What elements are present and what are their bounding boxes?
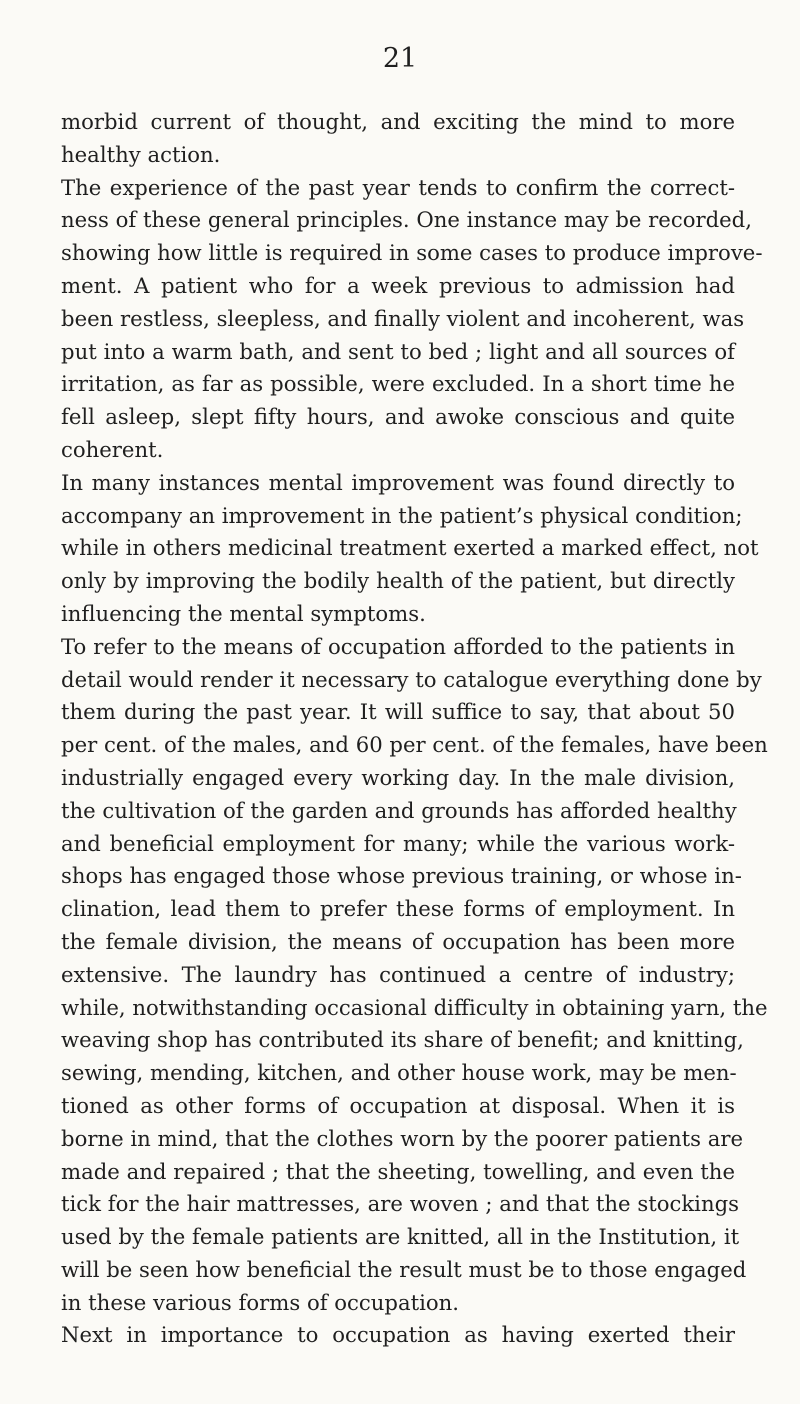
text-line: borne in mind, that the clothes worn by the poorer patients are xyxy=(61,1125,744,1151)
text-line: industrially engaged every working day. In the male division, xyxy=(61,764,735,790)
text-line: irritation, as far as possible, were excluded. In a short time he xyxy=(61,371,735,397)
text-line: tioned as other forms of occupation at disposal. When it is xyxy=(61,1092,735,1118)
text-line: ment. A patient who for a week previous to admission had xyxy=(61,272,735,298)
text-line: morbid current of thought, and exciting the mind to more xyxy=(61,109,735,134)
text-line: the cultivation of the garden and grounds has afforded healthy xyxy=(61,797,737,823)
text-line: made and repaired ; that the sheeting, towelling, and even the xyxy=(61,1158,735,1184)
text-line: The experience of the past year tends to confirm the correct- xyxy=(61,174,735,200)
page-number: 21 xyxy=(382,43,418,74)
text-line: only by improving the bodily health of the patient, but directly xyxy=(61,568,735,594)
text-line: Next in importance to occupation as having exerted their xyxy=(61,1322,735,1348)
text-line: accompany an improvement in the patient’s physical condition; xyxy=(61,502,743,528)
text-line: detail would render it necessary to catalogue everything done by xyxy=(61,666,762,692)
text-line: and beneficial employment for many; while the various work- xyxy=(61,830,735,856)
text-line: put into a warm bath, and sent to bed ; light and all sources of xyxy=(61,338,735,364)
text-line: clination, lead them to prefer these forms of employment. In xyxy=(61,896,735,922)
text-line: extensive. The laundry has continued a centre of industry; xyxy=(61,961,735,987)
text-line: To refer to the means of occupation afforded to the patients in xyxy=(61,633,735,659)
text-line: healthy action. xyxy=(61,141,221,167)
text-line: showing how little is required in some cases to produce improve- xyxy=(61,240,763,266)
text-line: been restless, sleepless, and finally violent and incoherent, was xyxy=(61,305,745,331)
text-line: sewing, mending, kitchen, and other house work, may be men- xyxy=(61,1060,737,1086)
text-line: fell asleep, slept fifty hours, and awoke conscious and quite xyxy=(61,404,735,430)
text-line: tick for the hair mattresses, are woven ; and that the stockings xyxy=(61,1191,740,1217)
text-line: weaving shop has contributed its share of benefit; and knitting, xyxy=(61,1027,744,1053)
text-line: in these various forms of occupation. xyxy=(61,1289,460,1315)
text-line: while, notwithstanding occasional difficulty in obtaining yarn, the xyxy=(61,994,768,1020)
text-line: influencing the mental symptoms. xyxy=(61,600,426,626)
text-line: per cent. of the males, and 60 per cent. of the females, have been xyxy=(61,732,768,758)
text-line: used by the female patients are knitted, all in the Institution, it xyxy=(61,1224,740,1250)
body-text xyxy=(61,106,768,1352)
text-line: In many instances mental improvement was found directly to xyxy=(61,469,735,495)
text-line: ness of these general principles. One instance may be recorded, xyxy=(61,207,752,233)
text-line: shops has engaged those whose previous training, or whose in- xyxy=(61,863,742,889)
text-line: the female division, the means of occupation has been more xyxy=(61,928,735,954)
text-line: will be seen how beneficial the result must be to those engaged xyxy=(61,1256,747,1282)
text-line: coherent. xyxy=(61,436,164,462)
text-line: while in others medicinal treatment exerted a marked effect, not xyxy=(61,535,759,561)
text-line: them during the past year. It will suffice to say, that about 50 xyxy=(61,699,735,725)
